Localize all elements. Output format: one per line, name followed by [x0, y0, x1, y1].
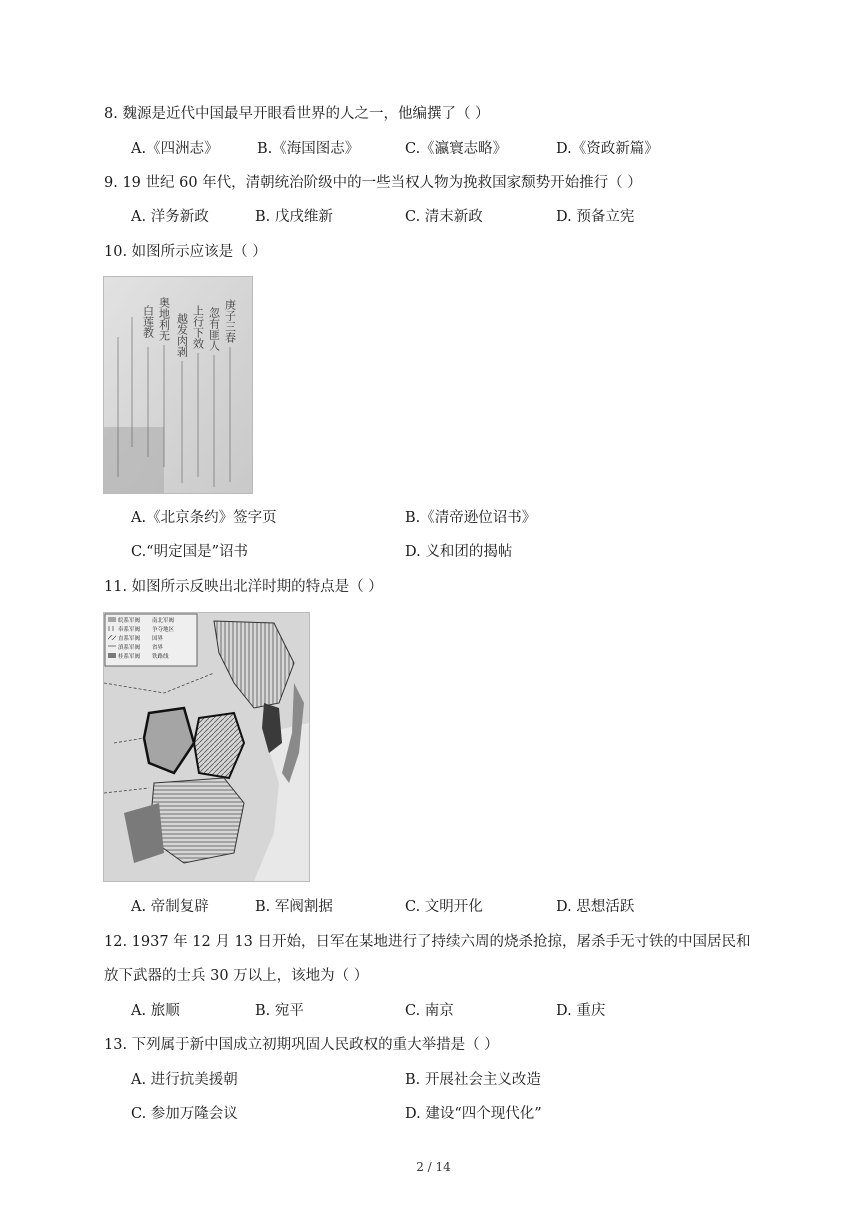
q9-option-b: B. 戊戌维新: [255, 209, 333, 225]
q9-option-d: D. 预备立宪: [556, 209, 635, 225]
q11-option-d: D. 思想活跃: [556, 899, 635, 915]
q11-option-a: A. 帝制复辟: [131, 899, 209, 915]
q12-option-b: B. 宛平: [255, 1003, 304, 1019]
q8-option-c: C.《瀛寰志略》: [405, 141, 508, 157]
question-10-stem: 10. 如图所示应该是（ ）: [104, 244, 267, 260]
q13-option-a: A. 进行抗美援朝: [131, 1072, 238, 1088]
svg-text:争夺地区: 争夺地区: [152, 627, 175, 633]
q12-option-a: A. 旅顺: [131, 1003, 180, 1019]
q10-option-b: B.《清帝逊位诏书》: [405, 510, 537, 526]
svg-text:奥地利无: 奥地利无: [157, 297, 171, 341]
svg-text:奉系军阀: 奉系军阀: [118, 627, 141, 633]
q13-option-d: D. 建设“四个现代化”: [405, 1106, 542, 1122]
svg-text:白莲教: 白莲教: [141, 305, 155, 338]
q9-option-c: C. 清末新政: [405, 209, 483, 225]
q13-option-b: B. 开展社会主义改造: [405, 1072, 541, 1088]
q12-option-d: D. 重庆: [556, 1003, 606, 1019]
svg-text:上行下效: 上行下效: [191, 305, 205, 349]
question-8-stem: 8. 魏源是近代中国最早开眼看世界的人之一，他编撰了（ ）: [104, 106, 490, 122]
svg-text:南北军阀: 南北军阀: [152, 618, 175, 624]
svg-text:忽有匪人: 忽有匪人: [207, 307, 221, 351]
q8-option-d: D.《资政新篇》: [556, 141, 659, 157]
q11-option-b: B. 军阀割据: [255, 899, 333, 915]
svg-text:直系军阀: 直系军阀: [118, 636, 141, 642]
q10-option-c: C.“明定国是”诏书: [131, 544, 249, 560]
svg-text:滇系军阀: 滇系军阀: [118, 645, 141, 651]
q12-option-c: C. 南京: [405, 1003, 454, 1019]
map-icon: [104, 613, 309, 881]
svg-text:桂系军阀: 桂系军阀: [118, 654, 141, 660]
question-11-stem: 11. 如图所示反映出北洋时期的特点是（ ）: [104, 579, 383, 595]
question-9-stem: 9. 19 世纪 60 年代，清朝统治阶级中的一些当权人物为挽救国家颓势开始推行（ ）: [104, 175, 642, 191]
question-12-stem-line2: 放下武器的士兵 30 万以上，该地为（ ）: [104, 968, 369, 984]
svg-text:庚子三春: 庚子三春: [223, 299, 237, 343]
q10-option-a: A.《北京条约》签字页: [131, 510, 277, 526]
warlord-map-image: [103, 612, 310, 882]
svg-text:国界: 国界: [152, 636, 164, 642]
manuscript-icon: [104, 277, 252, 493]
svg-text:省界: 省界: [152, 645, 164, 651]
q8-option-a: A.《四洲志》: [131, 141, 219, 157]
page-number: 2 / 14: [416, 1160, 451, 1174]
question-13-stem: 13. 下列属于新中国成立初期巩固人民政权的重大举措是（ ）: [104, 1037, 499, 1053]
q10-option-d: D. 义和团的揭帖: [405, 544, 513, 560]
q9-option-a: A. 洋务新政: [131, 209, 209, 225]
svg-text:铁路线: 铁路线: [152, 654, 169, 660]
question-12-stem-line1: 12. 1937 年 12 月 13 日开始，日军在某地进行了持续六周的烧杀抢掠，屠杀手无寸铁的中国居民和: [104, 934, 751, 950]
q13-option-c: C. 参加万隆会议: [131, 1106, 238, 1122]
q11-option-c: C. 文明开化: [405, 899, 483, 915]
svg-text:越发肉剥: 越发肉剥: [175, 313, 189, 357]
svg-text:皖系军阀: 皖系军阀: [118, 618, 141, 624]
handwritten-document-image: [103, 276, 253, 494]
q8-option-b: B.《海国图志》: [257, 141, 360, 157]
